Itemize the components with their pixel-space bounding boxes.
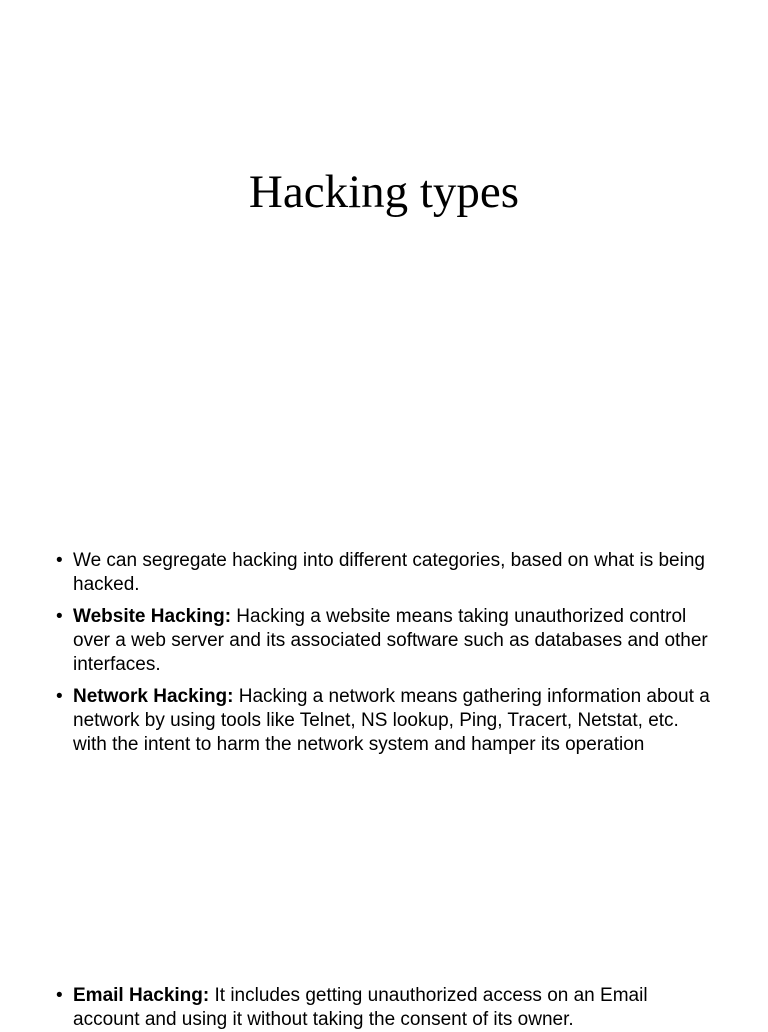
bullet-text: We can segregate hacking into different categories, based on what is being hacked. (73, 550, 705, 595)
bullet-item (54, 549, 714, 597)
bullet-item (54, 605, 714, 677)
bullet-dot-icon: • (56, 606, 63, 627)
bullet-dot-icon: • (56, 985, 63, 1006)
bullet-term: Network Hacking: (73, 686, 234, 707)
bullet-item (54, 984, 714, 1032)
bullet-list (54, 549, 714, 765)
bullet-dot-icon: • (56, 550, 63, 571)
bullet-dot-icon: • (56, 686, 63, 707)
next-bullet-list (54, 984, 714, 1032)
bullet-term: Website Hacking: (73, 606, 232, 627)
bullet-text: It includes getting unauthorized access on an Email account and using it without taking the consent of its owner. (73, 985, 648, 1030)
bullet-item (54, 685, 714, 757)
bullet-term: Email Hacking: (73, 985, 210, 1006)
bullet-text: Hacking a website means taking unauthorized control over a web server and its associated software such as databases and other interfaces. (73, 606, 708, 675)
bullet-text: Hacking a network means gathering information about a network by using tools like Telnet, NS lookup, Ping, Tracert, Netstat, etc. with the intent to harm the network system and hamper its operation (73, 686, 710, 755)
slide-title: Hacking types (248, 166, 520, 218)
